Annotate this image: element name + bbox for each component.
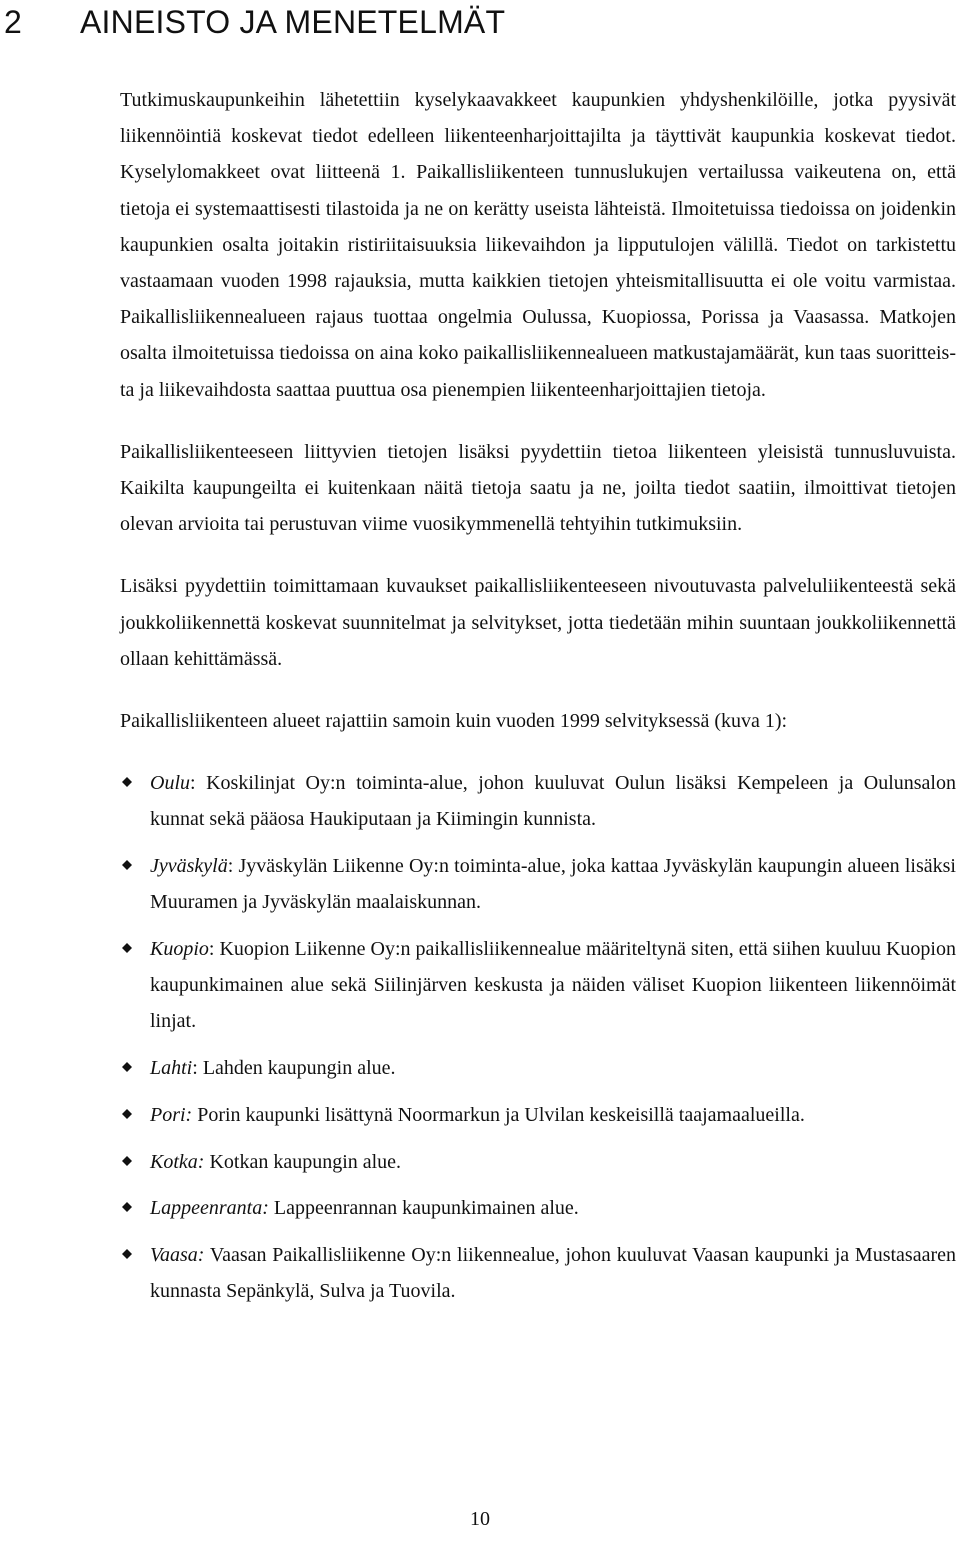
diamond-bullet-icon [122, 1202, 132, 1212]
section-title: AINEISTO JA MENETELMÄT [80, 4, 506, 40]
city-name: Lahti [150, 1057, 193, 1080]
list-item [120, 1144, 956, 1180]
city-name: Pori: [150, 1103, 193, 1126]
city-name: Oulu [150, 772, 190, 795]
city-separator: : [208, 938, 215, 961]
diamond-bullet-icon [122, 777, 132, 787]
section-heading [4, 2, 505, 42]
list-item [120, 931, 956, 1040]
page-number: 10 [470, 1508, 490, 1530]
city-description: Lahden kaupungin alue. [197, 1057, 396, 1080]
city-description: Jyväskylän Liikenne Oy:n toiminta-alue, joka kattaa Jyväskylän kaupungin alueen lisäksi Muuramen ja Jyväskylän maalaiskunnan. [150, 855, 956, 914]
diamond-bullet-icon [122, 1249, 132, 1259]
diamond-bullet-icon [122, 1156, 132, 1166]
city-description: Vaasan Paikallisliikenne Oy:n liikennealue, johon kuuluvat Vaasan kaupunki ja Mustasaaren kunnasta Sepänkylä, Sulva ja Tuovila. [150, 1243, 956, 1303]
list-item [120, 1097, 956, 1133]
list-item [120, 1050, 956, 1086]
city-description: Kotkan kaupungin alue. [204, 1150, 402, 1173]
paragraph-methods: Tutkimuskaupunkeihin lähetettiin kyselykaavakkeet kaupunkien yhdyshenkilöille, jotka pyysivät liikennöintiä koskevat tiedot edelleen liikenteenharjoittajilta ja täyttivät kaupunkia koskevat tiedot. Kyselylomakkeet ovat liitteenä 1. Paikallisliikenteen tunnuslukujen vertailussa vaikeutena on, että tietoja ei systemaattisesti tilastoida ja ne on kerätty useista lähteistä. Ilmoitetuissa tiedoissa on joidenkin kaupunkien osalta joitakin ristiriitaisuuksia liikevaihdon ja lipputulojen välillä. Tiedot on tarkistettu vastaamaan vuoden 1998 rajauksia, mutta kaikkien tietojen yhteismitallisuutta ei ole voitu varmistaa. Paikallisliikennealueen rajaus tuottaa ongelmia Oulussa, Kuopiossa, Porissa ja Vaasassa. Matkojen osalta ilmoitetuissa tiedoissa on aina koko paikallisliikennealueen matkustajamäärät, kun taas suoritteista ja liikevaihdosta saattaa puuttua osa pienempien liikenteenharjoittajien tietoja. [120, 89, 956, 401]
city-name: Vaasa: [150, 1243, 205, 1266]
city-description: Kuopion Liikenne Oy:n paikallisliikennealue määriteltynä siten, että siihen kuuluu Kuopion kaupunkimainen alue sekä Siilinjärven keskusta ja näiden väliset Kuopion liikenteen liikennöimät linjat. [150, 938, 956, 1033]
city-description: Porin kaupunki lisättynä Noormarkun ja Ulvilan keskeisillä taajamaalueilla. [192, 1103, 805, 1126]
city-area-list [120, 765, 956, 1309]
diamond-bullet-icon [122, 1109, 132, 1119]
paragraph-area-definition: Paikallisliikenteen alueet rajattiin samoin kuin vuoden 1999 selvityksessä (kuva 1): [120, 710, 788, 733]
paragraph-service-traffic: Lisäksi pyydettiin toimittamaan kuvaukset paikallisliikenteeseen nivoutuvasta palveluliikenteestä sekä joukkoliikennettä koskevat suunnitelmat ja selvitykset, jotta tiedetään mihin suuntaan joukkoliikennettä ollaan kehittämässä. [120, 575, 956, 670]
city-separator: : [192, 1057, 198, 1080]
city-separator: : [227, 855, 234, 878]
city-name: Kuopio [150, 938, 209, 961]
diamond-bullet-icon [122, 943, 132, 953]
city-description: Lappeenrannan kaupunkimainen alue. [268, 1197, 579, 1220]
city-name: Jyväskylä [150, 855, 228, 878]
diamond-bullet-icon [122, 1062, 132, 1072]
list-item [120, 1237, 956, 1309]
list-item [120, 848, 956, 920]
list-item [120, 765, 956, 837]
city-name: Lappeenranta: [150, 1197, 269, 1220]
city-separator: : [190, 772, 196, 795]
diamond-bullet-icon [122, 860, 132, 870]
paragraph-general-figures: Paikallisliikenteeseen liittyvien tietojen lisäksi pyydettiin tietoa liikenteen yleisistä tunnusluvuista. Kaikilta kaupungeilta ei kuitenkaan näitä tietoja saatu ja ne, joilta tiedot saatiin, ilmoittivat tietojen olevan arvioita tai perustuvan viime vuosikymmenellä tehtyihin tutkimuksiin. [120, 440, 956, 536]
section-number: 2 [4, 4, 22, 40]
list-item [120, 1190, 956, 1226]
section-body [120, 82, 956, 1320]
city-description: Koskilinjat Oy:n toiminta-alue, johon kuuluvat Oulun lisäksi Kempeleen ja Oulunsalon kunnat sekä pääosa Haukiputaan ja Kiimingin kunnista. [150, 772, 956, 831]
city-name: Kotka: [150, 1150, 205, 1173]
